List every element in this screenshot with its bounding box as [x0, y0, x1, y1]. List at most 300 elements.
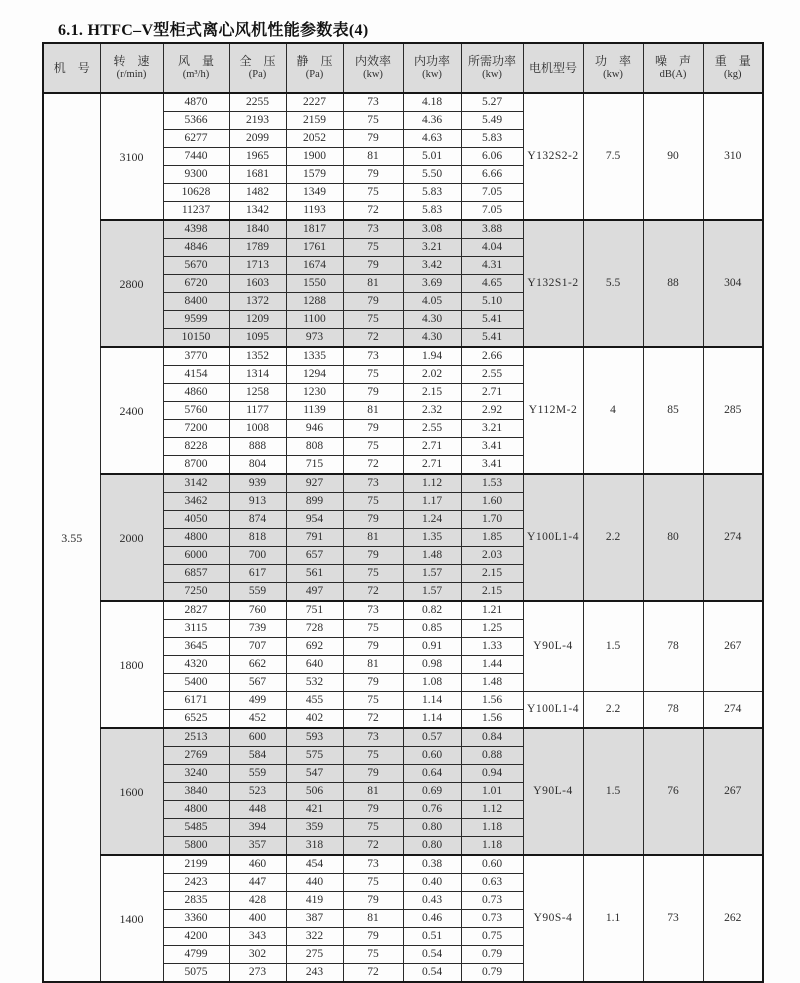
col-header-label: 噪 声 [654, 54, 691, 69]
static-pressure-cell: 927 [286, 474, 343, 493]
airflow-cell: 3360 [163, 910, 229, 928]
noise-cell: 90 [643, 93, 703, 220]
speed-cell: 1800 [100, 601, 163, 728]
airflow-cell: 3462 [163, 493, 229, 511]
internal-power-cell: 2.71 [403, 438, 461, 456]
total-pressure-cell: 448 [229, 801, 286, 819]
col-header-weight [703, 43, 763, 93]
internal-power-cell: 0.51 [403, 928, 461, 946]
efficiency-cell: 79 [343, 892, 403, 910]
col-header-label: 功 率 [594, 54, 631, 69]
total-pressure-cell: 2193 [229, 112, 286, 130]
internal-power-cell: 0.46 [403, 910, 461, 928]
required-power-cell: 1.60 [461, 493, 523, 511]
col-header-required-power [461, 43, 523, 93]
static-pressure-cell: 243 [286, 964, 343, 983]
noise-cell: 73 [643, 855, 703, 982]
airflow-cell: 8228 [163, 438, 229, 456]
total-pressure-cell: 939 [229, 474, 286, 493]
total-pressure-cell: 302 [229, 946, 286, 964]
efficiency-cell: 73 [343, 728, 403, 747]
airflow-cell: 6720 [163, 275, 229, 293]
required-power-cell: 5.41 [461, 311, 523, 329]
required-power-cell: 1.53 [461, 474, 523, 493]
col-header-static-pressure [286, 43, 343, 93]
internal-power-cell: 0.60 [403, 747, 461, 765]
required-power-cell: 1.18 [461, 837, 523, 856]
internal-power-cell: 0.57 [403, 728, 461, 747]
static-pressure-cell: 387 [286, 910, 343, 928]
required-power-cell: 3.41 [461, 456, 523, 475]
noise-cell: 80 [643, 474, 703, 601]
col-header-unit: (kw) [363, 69, 383, 81]
efficiency-cell: 73 [343, 347, 403, 366]
col-header-label: 风 量 [177, 54, 214, 69]
internal-power-cell: 0.82 [403, 601, 461, 620]
airflow-cell: 2827 [163, 601, 229, 620]
static-pressure-cell: 1550 [286, 275, 343, 293]
airflow-cell: 6171 [163, 692, 229, 710]
internal-power-cell: 2.32 [403, 402, 461, 420]
total-pressure-cell: 888 [229, 438, 286, 456]
total-pressure-cell: 1177 [229, 402, 286, 420]
col-header-motor-power [583, 43, 643, 93]
efficiency-cell: 81 [343, 910, 403, 928]
internal-power-cell: 0.98 [403, 656, 461, 674]
internal-power-cell: 1.94 [403, 347, 461, 366]
airflow-cell: 3240 [163, 765, 229, 783]
weight-cell: 304 [703, 220, 763, 347]
table-row [43, 93, 763, 112]
required-power-cell: 3.41 [461, 438, 523, 456]
airflow-cell: 2769 [163, 747, 229, 765]
static-pressure-cell: 899 [286, 493, 343, 511]
efficiency-cell: 79 [343, 420, 403, 438]
required-power-cell: 0.63 [461, 874, 523, 892]
static-pressure-cell: 751 [286, 601, 343, 620]
airflow-cell: 5075 [163, 964, 229, 983]
airflow-cell: 2199 [163, 855, 229, 874]
table-body [43, 93, 763, 982]
required-power-cell: 0.79 [461, 964, 523, 983]
motor-model-cell: Y90L-4 [523, 728, 583, 855]
static-pressure-cell: 692 [286, 638, 343, 656]
airflow-cell: 4154 [163, 366, 229, 384]
total-pressure-cell: 1681 [229, 166, 286, 184]
total-pressure-cell: 662 [229, 656, 286, 674]
static-pressure-cell: 593 [286, 728, 343, 747]
airflow-cell: 5800 [163, 837, 229, 856]
table-row [43, 728, 763, 747]
airflow-cell: 4870 [163, 93, 229, 112]
efficiency-cell: 81 [343, 402, 403, 420]
internal-power-cell: 3.42 [403, 257, 461, 275]
total-pressure-cell: 700 [229, 547, 286, 565]
efficiency-cell: 72 [343, 456, 403, 475]
airflow-cell: 7250 [163, 583, 229, 602]
airflow-cell: 6000 [163, 547, 229, 565]
speed-cell: 1400 [100, 855, 163, 982]
col-header-speed [100, 43, 163, 93]
airflow-cell: 5760 [163, 402, 229, 420]
total-pressure-cell: 1008 [229, 420, 286, 438]
required-power-cell: 7.05 [461, 202, 523, 221]
total-pressure-cell: 357 [229, 837, 286, 856]
noise-cell: 78 [643, 692, 703, 729]
required-power-cell: 5.10 [461, 293, 523, 311]
efficiency-cell: 75 [343, 692, 403, 710]
static-pressure-cell: 532 [286, 674, 343, 692]
motor-power-cell: 1.1 [583, 855, 643, 982]
total-pressure-cell: 273 [229, 964, 286, 983]
total-pressure-cell: 460 [229, 855, 286, 874]
internal-power-cell: 5.83 [403, 184, 461, 202]
motor-power-cell: 2.2 [583, 474, 643, 601]
efficiency-cell: 72 [343, 837, 403, 856]
required-power-cell: 6.66 [461, 166, 523, 184]
required-power-cell: 7.05 [461, 184, 523, 202]
motor-model-cell: Y132S2-2 [523, 93, 583, 220]
speed-cell: 2000 [100, 474, 163, 601]
static-pressure-cell: 506 [286, 783, 343, 801]
motor-model-cell: Y132S1-2 [523, 220, 583, 347]
col-header-unit: (Pa) [248, 69, 267, 81]
total-pressure-cell: 559 [229, 583, 286, 602]
airflow-cell: 2513 [163, 728, 229, 747]
efficiency-cell: 73 [343, 855, 403, 874]
static-pressure-cell: 640 [286, 656, 343, 674]
efficiency-cell: 75 [343, 874, 403, 892]
required-power-cell: 0.84 [461, 728, 523, 747]
efficiency-cell: 75 [343, 946, 403, 964]
required-power-cell: 1.56 [461, 692, 523, 710]
efficiency-cell: 75 [343, 747, 403, 765]
required-power-cell: 1.12 [461, 801, 523, 819]
motor-power-cell: 1.5 [583, 601, 643, 692]
efficiency-cell: 75 [343, 311, 403, 329]
total-pressure-cell: 1209 [229, 311, 286, 329]
required-power-cell: 3.21 [461, 420, 523, 438]
required-power-cell: 0.75 [461, 928, 523, 946]
total-pressure-cell: 874 [229, 511, 286, 529]
internal-power-cell: 0.64 [403, 765, 461, 783]
airflow-cell: 2835 [163, 892, 229, 910]
internal-power-cell: 0.40 [403, 874, 461, 892]
internal-power-cell: 3.08 [403, 220, 461, 239]
efficiency-cell: 79 [343, 511, 403, 529]
required-power-cell: 1.85 [461, 529, 523, 547]
col-header-noise [643, 43, 703, 93]
static-pressure-cell: 954 [286, 511, 343, 529]
col-header-label: 内效率 [354, 54, 391, 69]
internal-power-cell: 1.14 [403, 692, 461, 710]
total-pressure-cell: 818 [229, 529, 286, 547]
required-power-cell: 4.04 [461, 239, 523, 257]
required-power-cell: 2.71 [461, 384, 523, 402]
airflow-cell: 3142 [163, 474, 229, 493]
total-pressure-cell: 760 [229, 601, 286, 620]
internal-power-cell: 0.54 [403, 964, 461, 983]
airflow-cell: 5400 [163, 674, 229, 692]
airflow-cell: 3115 [163, 620, 229, 638]
motor-model-cell: Y100L1-4 [523, 474, 583, 601]
noise-cell: 85 [643, 347, 703, 474]
airflow-cell: 4800 [163, 801, 229, 819]
static-pressure-cell: 1761 [286, 239, 343, 257]
required-power-cell: 0.60 [461, 855, 523, 874]
required-power-cell: 5.41 [461, 329, 523, 348]
efficiency-cell: 75 [343, 819, 403, 837]
required-power-cell: 5.27 [461, 93, 523, 112]
col-header-unit: (kg) [724, 69, 742, 81]
page-title: 6.1. HTFC–V型柜式离心风机性能参数表(4) [58, 21, 369, 39]
static-pressure-cell: 359 [286, 819, 343, 837]
internal-power-cell: 1.24 [403, 511, 461, 529]
total-pressure-cell: 804 [229, 456, 286, 475]
efficiency-cell: 79 [343, 166, 403, 184]
static-pressure-cell: 808 [286, 438, 343, 456]
static-pressure-cell: 421 [286, 801, 343, 819]
efficiency-cell: 79 [343, 765, 403, 783]
speed-cell: 1600 [100, 728, 163, 855]
internal-power-cell: 4.05 [403, 293, 461, 311]
col-header-total-pressure [229, 43, 286, 93]
motor-power-cell: 2.2 [583, 692, 643, 729]
table-row [43, 601, 763, 620]
static-pressure-cell: 791 [286, 529, 343, 547]
machine-no-cell: 3.55 [43, 93, 100, 982]
internal-power-cell: 3.69 [403, 275, 461, 293]
efficiency-cell: 72 [343, 583, 403, 602]
efficiency-cell: 75 [343, 184, 403, 202]
speed-cell: 2800 [100, 220, 163, 347]
weight-cell: 262 [703, 855, 763, 982]
total-pressure-cell: 523 [229, 783, 286, 801]
total-pressure-cell: 617 [229, 565, 286, 583]
col-header-unit: (r/min) [116, 69, 147, 81]
efficiency-cell: 75 [343, 620, 403, 638]
required-power-cell: 5.49 [461, 112, 523, 130]
noise-cell: 88 [643, 220, 703, 347]
efficiency-cell: 79 [343, 547, 403, 565]
efficiency-cell: 73 [343, 601, 403, 620]
internal-power-cell: 1.57 [403, 583, 461, 602]
required-power-cell: 2.55 [461, 366, 523, 384]
motor-power-cell: 5.5 [583, 220, 643, 347]
speed-cell: 2400 [100, 347, 163, 474]
total-pressure-cell: 1840 [229, 220, 286, 239]
required-power-cell: 3.88 [461, 220, 523, 239]
airflow-cell: 6525 [163, 710, 229, 729]
static-pressure-cell: 318 [286, 837, 343, 856]
col-header-unit: dB(A) [659, 69, 687, 81]
total-pressure-cell: 394 [229, 819, 286, 837]
required-power-cell: 5.83 [461, 130, 523, 148]
weight-cell: 267 [703, 728, 763, 855]
internal-power-cell: 0.80 [403, 819, 461, 837]
table-row [43, 347, 763, 366]
internal-power-cell: 1.14 [403, 710, 461, 729]
total-pressure-cell: 559 [229, 765, 286, 783]
static-pressure-cell: 973 [286, 329, 343, 348]
internal-power-cell: 1.35 [403, 529, 461, 547]
airflow-cell: 4398 [163, 220, 229, 239]
internal-power-cell: 3.21 [403, 239, 461, 257]
static-pressure-cell: 454 [286, 855, 343, 874]
airflow-cell: 7440 [163, 148, 229, 166]
static-pressure-cell: 1139 [286, 402, 343, 420]
total-pressure-cell: 428 [229, 892, 286, 910]
motor-model-cell: Y90L-4 [523, 601, 583, 692]
efficiency-cell: 79 [343, 801, 403, 819]
efficiency-cell: 79 [343, 130, 403, 148]
static-pressure-cell: 402 [286, 710, 343, 729]
col-header-internal-power [403, 43, 461, 93]
col-header-motor-model [523, 43, 583, 93]
total-pressure-cell: 400 [229, 910, 286, 928]
total-pressure-cell: 1342 [229, 202, 286, 221]
total-pressure-cell: 913 [229, 493, 286, 511]
internal-power-cell: 4.30 [403, 311, 461, 329]
internal-power-cell: 1.17 [403, 493, 461, 511]
total-pressure-cell: 707 [229, 638, 286, 656]
table-row [43, 220, 763, 239]
efficiency-cell: 79 [343, 928, 403, 946]
airflow-cell: 6857 [163, 565, 229, 583]
internal-power-cell: 0.76 [403, 801, 461, 819]
table-row [43, 474, 763, 493]
efficiency-cell: 81 [343, 148, 403, 166]
airflow-cell: 2423 [163, 874, 229, 892]
noise-cell: 78 [643, 601, 703, 692]
static-pressure-cell: 728 [286, 620, 343, 638]
airflow-cell: 5366 [163, 112, 229, 130]
efficiency-cell: 81 [343, 656, 403, 674]
internal-power-cell: 4.36 [403, 112, 461, 130]
efficiency-cell: 81 [343, 275, 403, 293]
internal-power-cell: 0.85 [403, 620, 461, 638]
col-header-unit: (m³/h) [182, 69, 210, 81]
total-pressure-cell: 2099 [229, 130, 286, 148]
efficiency-cell: 79 [343, 293, 403, 311]
total-pressure-cell: 584 [229, 747, 286, 765]
efficiency-cell: 75 [343, 239, 403, 257]
required-power-cell: 1.33 [461, 638, 523, 656]
fan-performance-table [42, 42, 764, 983]
required-power-cell: 1.01 [461, 783, 523, 801]
motor-power-cell: 1.5 [583, 728, 643, 855]
total-pressure-cell: 567 [229, 674, 286, 692]
internal-power-cell: 2.71 [403, 456, 461, 475]
static-pressure-cell: 547 [286, 765, 343, 783]
airflow-cell: 8400 [163, 293, 229, 311]
total-pressure-cell: 1603 [229, 275, 286, 293]
efficiency-cell: 73 [343, 474, 403, 493]
required-power-cell: 1.70 [461, 511, 523, 529]
internal-power-cell: 0.54 [403, 946, 461, 964]
static-pressure-cell: 1193 [286, 202, 343, 221]
weight-cell: 274 [703, 692, 763, 729]
efficiency-cell: 81 [343, 783, 403, 801]
required-power-cell: 2.03 [461, 547, 523, 565]
internal-power-cell: 5.83 [403, 202, 461, 221]
internal-power-cell: 0.43 [403, 892, 461, 910]
static-pressure-cell: 2159 [286, 112, 343, 130]
required-power-cell: 0.94 [461, 765, 523, 783]
internal-power-cell: 0.91 [403, 638, 461, 656]
col-header-label: 机 号 [53, 60, 90, 75]
col-header-label: 重 量 [714, 54, 751, 69]
efficiency-cell: 79 [343, 674, 403, 692]
static-pressure-cell: 1900 [286, 148, 343, 166]
airflow-cell: 6277 [163, 130, 229, 148]
internal-power-cell: 0.69 [403, 783, 461, 801]
required-power-cell: 0.79 [461, 946, 523, 964]
required-power-cell: 1.48 [461, 674, 523, 692]
total-pressure-cell: 1965 [229, 148, 286, 166]
static-pressure-cell: 2227 [286, 93, 343, 112]
total-pressure-cell: 343 [229, 928, 286, 946]
motor-power-cell: 7.5 [583, 93, 643, 220]
static-pressure-cell: 322 [286, 928, 343, 946]
static-pressure-cell: 575 [286, 747, 343, 765]
internal-power-cell: 1.57 [403, 565, 461, 583]
total-pressure-cell: 1314 [229, 366, 286, 384]
motor-power-cell: 4 [583, 347, 643, 474]
static-pressure-cell: 1674 [286, 257, 343, 275]
static-pressure-cell: 1288 [286, 293, 343, 311]
internal-power-cell: 4.63 [403, 130, 461, 148]
efficiency-cell: 79 [343, 257, 403, 275]
total-pressure-cell: 452 [229, 710, 286, 729]
static-pressure-cell: 1100 [286, 311, 343, 329]
airflow-cell: 4846 [163, 239, 229, 257]
airflow-cell: 7200 [163, 420, 229, 438]
internal-power-cell: 2.55 [403, 420, 461, 438]
airflow-cell: 3770 [163, 347, 229, 366]
required-power-cell: 1.18 [461, 819, 523, 837]
static-pressure-cell: 1579 [286, 166, 343, 184]
col-header-efficiency [343, 43, 403, 93]
required-power-cell: 6.06 [461, 148, 523, 166]
static-pressure-cell: 497 [286, 583, 343, 602]
static-pressure-cell: 275 [286, 946, 343, 964]
efficiency-cell: 72 [343, 329, 403, 348]
required-power-cell: 2.92 [461, 402, 523, 420]
internal-power-cell: 2.15 [403, 384, 461, 402]
airflow-cell: 4050 [163, 511, 229, 529]
efficiency-cell: 79 [343, 638, 403, 656]
total-pressure-cell: 1713 [229, 257, 286, 275]
total-pressure-cell: 1258 [229, 384, 286, 402]
static-pressure-cell: 2052 [286, 130, 343, 148]
airflow-cell: 9599 [163, 311, 229, 329]
airflow-cell: 10628 [163, 184, 229, 202]
static-pressure-cell: 657 [286, 547, 343, 565]
internal-power-cell: 1.12 [403, 474, 461, 493]
required-power-cell: 1.21 [461, 601, 523, 620]
static-pressure-cell: 440 [286, 874, 343, 892]
weight-cell: 310 [703, 93, 763, 220]
total-pressure-cell: 1095 [229, 329, 286, 348]
col-header-unit: (kw) [603, 69, 623, 81]
internal-power-cell: 1.08 [403, 674, 461, 692]
speed-cell: 3100 [100, 93, 163, 220]
efficiency-cell: 72 [343, 710, 403, 729]
table-header-row [43, 43, 763, 93]
airflow-cell: 5485 [163, 819, 229, 837]
col-header-airflow [163, 43, 229, 93]
